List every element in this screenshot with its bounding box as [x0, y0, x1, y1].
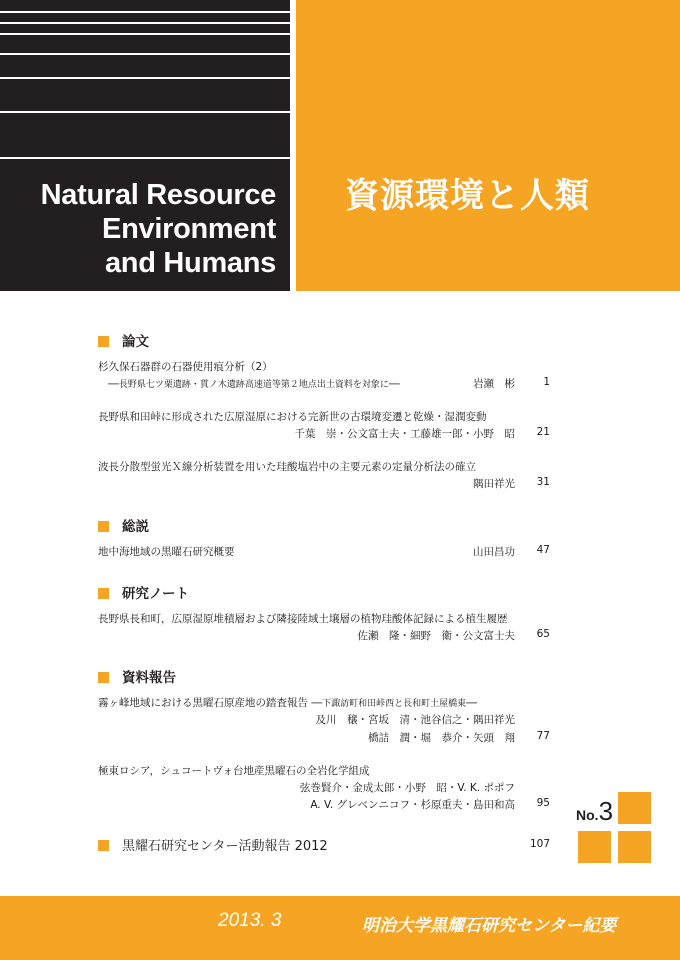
bullet-square-icon — [98, 840, 109, 851]
entry-title: 地中海地域の黒曜石研究概要 — [98, 546, 235, 558]
badge-square — [618, 831, 651, 863]
entry-page: 65 — [536, 628, 550, 640]
header-accent-panel — [296, 0, 680, 291]
entry-page: 31 — [536, 476, 550, 488]
entry-authors: 橋詰 潤・堀 恭介・矢頭 翔 — [368, 732, 515, 744]
publisher-name: 明治大学黒耀石研究センター紀要 — [362, 916, 617, 936]
entry-title: 極東ロシア，シュコートヴォ台地産黒曜石の全岩化学組成 — [98, 765, 370, 777]
bullet-square-icon — [98, 336, 109, 347]
entry-authors: 千葉 崇・公文富士夫・工藤雄一郎・小野 昭 — [294, 428, 515, 440]
entry-title: 杉久保石器群の石器使用痕分析（2） — [98, 361, 273, 373]
bullet-square-icon — [98, 521, 109, 532]
entry-title: 霧ヶ峰地域における黒曜石原産地の踏査報告 — [98, 697, 308, 709]
entry-subtitle: ──長野県七ツ栗遺跡・貫ノ木遺跡高速道等第２地点出土資料を対象に── — [108, 380, 400, 390]
section-heading-data-reports: 資料報告 — [98, 666, 176, 686]
section-heading-papers: 論文 — [98, 330, 149, 350]
section-heading-activity-report: 黒耀石研究センター活動報告 2012 — [98, 835, 328, 854]
entry-title: 長野県和田峠に形成された広原湿原における完新世の古環境変遷と乾燥・湿潤変動 — [98, 411, 487, 423]
header-stripe — [0, 22, 290, 24]
publication-date: 2013. 3 — [218, 910, 282, 931]
title-line: and Humans — [104, 247, 276, 279]
header-stripe — [0, 77, 290, 79]
badge-square — [578, 831, 611, 863]
section-heading-research-notes: 研究ノート — [98, 582, 189, 602]
badge-square — [618, 792, 651, 824]
header-stripe — [0, 33, 290, 35]
entry-authors: A. V. グレベンニコフ・杉原重夫・島田和高 — [310, 799, 515, 811]
issue-number-value: 3 — [598, 796, 614, 826]
header-stripe — [0, 111, 290, 113]
title-line: Natural Resource — [40, 179, 276, 211]
entry-title: 長野県長和町，広原湿原堆積層および隣接陸域土壌層の植物珪酸体記録による植生履歴 — [98, 613, 508, 625]
entry-authors: 山田昌功 — [473, 546, 515, 558]
header-stripe — [0, 157, 290, 159]
header-stripe — [0, 53, 290, 55]
entry-authors: 及川 穣・宮坂 清・池谷信之・隅田祥光 — [315, 714, 515, 726]
issue-prefix: No. — [576, 807, 599, 823]
entry-page: 21 — [536, 426, 550, 438]
entry-authors: 隅田祥光 — [473, 478, 515, 490]
journal-title-english — [41, 178, 276, 280]
journal-title-japanese: 資源環境と人類 — [345, 176, 590, 216]
bullet-square-icon — [98, 588, 109, 599]
title-line: Environment — [102, 213, 276, 245]
section-heading-review: 総説 — [98, 515, 149, 535]
entry-page: 1 — [543, 376, 550, 388]
entry-page: 107 — [529, 838, 550, 850]
header-stripe — [0, 11, 290, 13]
entry-authors: 岩瀬 彬 — [473, 378, 515, 390]
entry-page: 47 — [536, 544, 550, 556]
entry-title-note: ──下諏訪町和田峠西と長和町土屋橋東── — [311, 699, 478, 709]
entry-page: 77 — [536, 730, 550, 742]
entry-page: 95 — [536, 797, 550, 809]
entry-authors: 佐瀬 隆・細野 衛・公文富士夫 — [357, 630, 515, 642]
entry-title-row — [98, 695, 477, 710]
entry-title: 波長分散型蛍光Ｘ線分析装置を用いた珪酸塩岩中の主要元素の定量分析法の確立 — [98, 461, 476, 473]
bullet-square-icon — [98, 672, 109, 683]
entry-authors: 弦巻賢介・金成太郎・小野 昭・V. K. ポポフ — [299, 782, 515, 794]
issue-number — [576, 796, 613, 827]
